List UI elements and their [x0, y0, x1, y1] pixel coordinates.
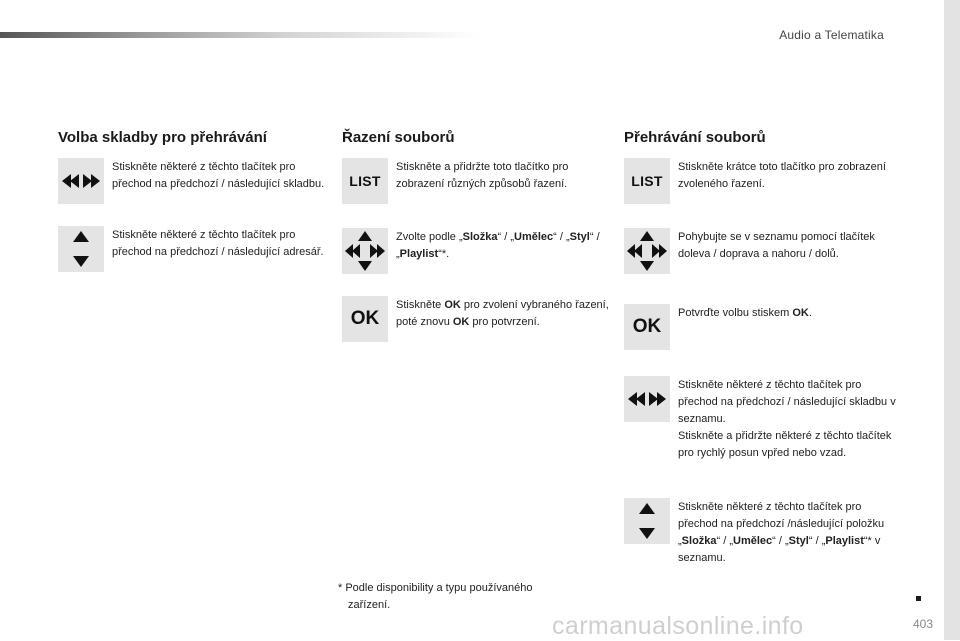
page-edge-strip: [944, 0, 960, 640]
instruction-text: Stiskněte některé z těchto tlačítek pro přechod na předchozí / následující skladbu.: [112, 161, 325, 190]
footnote-marker: *: [338, 582, 343, 594]
header-gradient-bar: [0, 32, 480, 38]
list-icon: [624, 158, 670, 204]
column-title: Řazení souborů: [342, 129, 455, 146]
column-track-selection: [58, 128, 338, 258]
ok-icon: [342, 296, 388, 342]
instruction-text: Stiskněte a přidržte toto tlačítko pro zobrazení různých způsobů řazení.: [396, 161, 569, 190]
column-file-playback: [624, 128, 904, 564]
instruction-text: Stiskněte krátce toto tlačítko pro zobrazení zvoleného řazení.: [678, 161, 886, 190]
prev-next-icon: [624, 376, 670, 422]
column-title: Přehrávání souborů: [624, 129, 766, 146]
watermark: carmanualsonline.info: [552, 612, 804, 640]
section-title: Audio a Telematika: [779, 28, 884, 42]
footnote: [338, 580, 598, 614]
list-button-label: LIST: [631, 173, 663, 189]
instruction-text: Stiskněte některé z těchto tlačítek pro přechod na předchozí / následující adresář.: [112, 229, 324, 258]
four-way-arrows-icon: [624, 228, 670, 274]
instruction-text: Potvrďte volbu stiskem OK.: [678, 307, 812, 319]
prev-next-icon: [58, 158, 104, 204]
up-down-icon: [624, 498, 670, 544]
footnote-line-2: zařízení.: [348, 599, 391, 611]
page-number: 403: [913, 617, 934, 631]
ok-button-label: OK: [350, 308, 380, 329]
ok-button-label: OK: [632, 316, 662, 337]
footnote-line-1: Podle disponibility a typu používaného: [345, 582, 533, 594]
list-icon: [342, 158, 388, 204]
four-way-arrows-icon: [342, 228, 388, 274]
page-marker-square: [916, 596, 921, 601]
ok-icon: [624, 304, 670, 350]
up-down-icon: [58, 226, 104, 272]
column-title: Volba skladby pro přehrávání: [58, 129, 267, 146]
list-button-label: LIST: [349, 173, 381, 189]
instruction-text: Stiskněte OK pro zvolení vybraného řazení, poté znovu OK pro potvrzení.: [396, 299, 609, 328]
column-file-sorting: [342, 128, 622, 329]
instruction-text: [678, 377, 898, 462]
instruction-text-part: Stiskněte některé z těchto tlačítek pro přechod na předchozí / následující skladbu v seznamu.: [678, 379, 896, 425]
instruction-text: Pohybujte se v seznamu pomocí tlačítek doleva / doprava a nahoru / dolů.: [678, 231, 875, 260]
instruction-text-part: Stiskněte a přidržte některé z těchto tlačítek pro rychlý posun vpřed nebo vzad.: [678, 430, 892, 459]
instruction-text: Zvolte podle „Složka“ / „Umělec“ / „Styl“ / „Playlist“*.: [396, 231, 600, 260]
instruction-text: Stiskněte některé z těchto tlačítek pro přechod na předchozí /následující položku „Složka“ / „Umělec“ / „Styl“ / „Playlist“* v seznamu.: [678, 501, 885, 564]
